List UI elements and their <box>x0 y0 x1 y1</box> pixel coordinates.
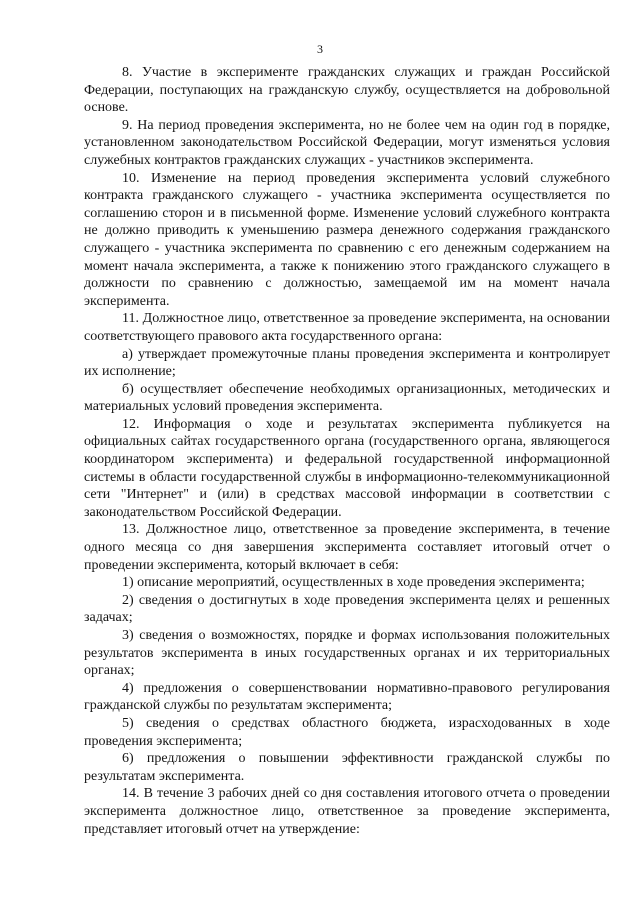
paragraph-13-2: 2) сведения о достигнутых в ходе проведения эксперимента целях и решенных задачах; <box>84 592 610 626</box>
paragraph-13-4: 4) предложения о совершенствовании нормативно-правового регулирования гражданской службы по результатам эксперимента; <box>84 680 610 714</box>
paragraph-12: 12. Информация о ходе и результатах эксперимента публикуется на официальных сайтах государственного органа (государственного органа, являющегося координатором эксперимента) и федеральной государственной информационной системы в области государственной службы в информационно-телекоммуникационной сети "Интернет" и (или) в средствах массовой информации в соответствии с законодательством Российской Федерации. <box>84 416 610 520</box>
paragraph-13-1: 1) описание мероприятий, осуществленных в ходе проведения эксперимента; <box>122 575 585 591</box>
paragraph-13-3: 3) сведения о возможностях, порядке и формах использования положительных результатов эксперимента в иных государственных органах и их территориальных органах; <box>84 628 610 679</box>
paragraph-10: 10. Изменение на период проведения эксперимента условий служебного контракта гражданского служащего - участника эксперимента осуществляется по соглашению сторон и в письменной форме. Изменение условий служебного контракта не должно приводить к уменьшению размера денежного содержания гражданского служащего - участника эксперимента по сравнению с его денежным содержанием на момент начала эксперимента, а также к понижению этого гражданского служащего в должности по сравнению с должностью, замещаемой им на момент начала эксперимента. <box>84 170 610 309</box>
paragraph-9: 9. На период проведения эксперимента, но не более чем на один год в порядке, установленном законодательством Российской Федерации, могут изменяться условия служебных контрактов гражданских служащих - участников эксперимента. <box>84 117 610 168</box>
paragraph-13-5: 5) сведения о средствах областного бюджета, израсходованных в ходе проведения эксперимента; <box>84 715 610 749</box>
paragraph-11: 11. Должностное лицо, ответственное за проведение эксперимента, на основании соответствующего правового акта государственного органа: <box>84 311 610 344</box>
page-number: 3 <box>317 42 323 56</box>
paragraph-14: 14. В течение 3 рабочих дней со дня составления итогового отчета о проведении эксперимента должностное лицо, ответственное за проведение эксперимента, представляет итоговый отчет на утверждение: <box>84 786 610 837</box>
paragraph-13: 13. Должностное лицо, ответственное за проведение эксперимента, в течение одного месяца со дня завершения эксперимента составляет итоговый отчет о проведении эксперимента, который включает в себя: <box>84 522 610 573</box>
paragraph-11-b: б) осуществляет обеспечение необходимых организационных, методических и материальных условий проведения эксперимента. <box>84 381 610 415</box>
document-body <box>84 64 610 838</box>
paragraph-13-6: 6) предложения о повышении эффективности гражданской службы по результатам эксперимента. <box>84 751 610 784</box>
paragraph-8: 8. Участие в эксперименте гражданских служащих и граждан Российской Федерации, поступающих на гражданскую службу, осуществляется на добровольной основе. <box>84 65 610 116</box>
paragraph-11-a: а) утверждает промежуточные планы проведения эксперимента и контролирует их исполнение; <box>84 346 610 380</box>
